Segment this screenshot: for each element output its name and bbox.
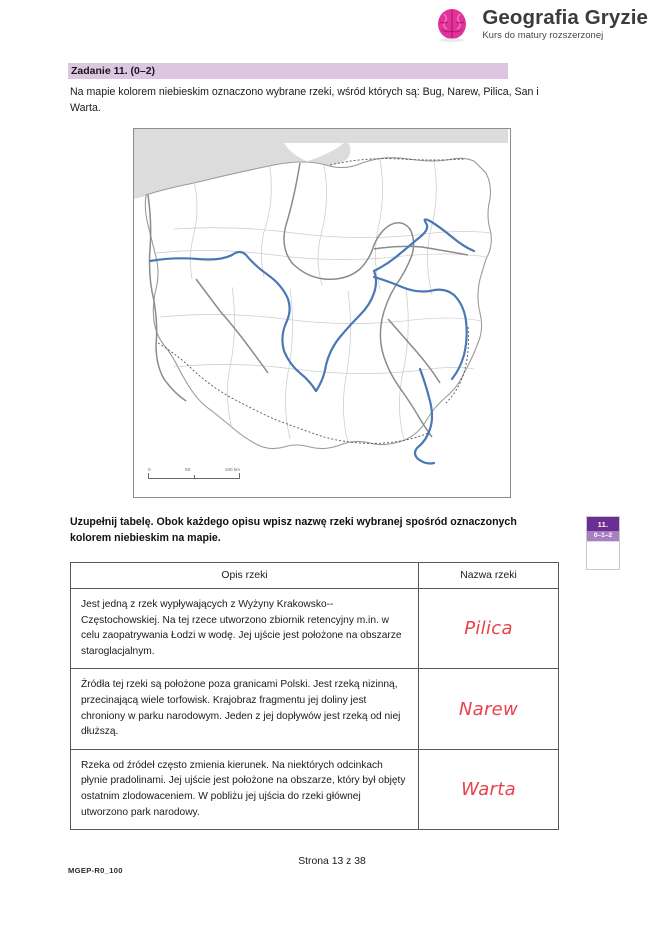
- score-box-number: 11.: [587, 517, 619, 531]
- rivers-answer-table: [70, 562, 559, 830]
- task-intro-text: Na mapie kolorem niebieskim oznaczono wybrane rzeki, wśród których są: Bug, Narew, Pilica, San i Warta.: [70, 86, 539, 114]
- scalebar-label-end: 100 km: [224, 467, 240, 472]
- brand-title: Geografia Gryzie: [482, 5, 648, 29]
- column-header-description: Opis rzeki: [71, 563, 419, 589]
- table-row: [71, 589, 559, 669]
- map-graphic: [134, 129, 508, 495]
- document-code: MGEP-R0_100: [68, 866, 123, 875]
- column-header-river-name: Nazwa rzeki: [419, 563, 559, 589]
- poland-rivers-map: [133, 128, 511, 498]
- river-description-cell: Jest jedną z rzek wypływających z Wyżyny Krakowsko--Częstochowskiej. Na tej rzece utworzono zbiornik retencyjny m.in. w celu zaopatrywania Łodzi w wodę. Jej ujście jest położone na obszarze staroglacjalnym.: [71, 589, 419, 669]
- score-box-points: 0–1–2: [587, 531, 619, 542]
- river-answer-cell[interactable]: Narew: [419, 669, 559, 749]
- brand-header: [432, 6, 648, 42]
- river-description-cell: Źródła tej rzeki są położone poza granicami Polski. Jest rzeką nizinną, przecinającą wiele torfowisk. Krajobraz fragmentu jej doliny jest chroniony w parku narodowym. Jeden z jej dopływów jest rzeką od niej dłuższą.: [71, 669, 419, 749]
- table-row: [71, 669, 559, 749]
- score-box-blank-area[interactable]: [587, 542, 619, 569]
- brand-text-block: [482, 7, 648, 41]
- table-row: [71, 749, 559, 829]
- river-answer-cell[interactable]: Pilica: [419, 589, 559, 669]
- instruction-text: Uzupełnij tabelę. Obok każdego opisu wpisz nazwę rzeki wybranej spośród oznaczonych kolorem niebieskim na mapie.: [70, 516, 517, 544]
- map-scalebar: [148, 467, 240, 479]
- poland-border: [145, 158, 491, 449]
- scalebar-label-middle: 50: [185, 467, 191, 472]
- brain-icon: [432, 6, 472, 42]
- river-description-cell: Rzeka od źródeł często zmienia kierunek. Na niektórych odcinkach płynie pradolinami. Jej ujście jest położone na obszarze, który był objęty ostatnim zlodowaceniem. W pobliżu jej ujścia do rzeki głównej utworzono park narodowy.: [71, 749, 419, 829]
- task-number-label: Zadanie 11. (0–2): [71, 65, 156, 77]
- task-heading-band: [68, 63, 508, 79]
- table-header-row: [71, 563, 559, 589]
- scalebar-label-start: 0: [148, 467, 151, 472]
- page-number: Strona 13 z 38: [298, 856, 366, 867]
- score-box: [586, 516, 620, 570]
- scalebar-bar: [148, 473, 240, 479]
- river-answer-cell[interactable]: Warta: [419, 749, 559, 829]
- brand-subtitle: Kurs do matury rozszerzonej: [482, 30, 604, 42]
